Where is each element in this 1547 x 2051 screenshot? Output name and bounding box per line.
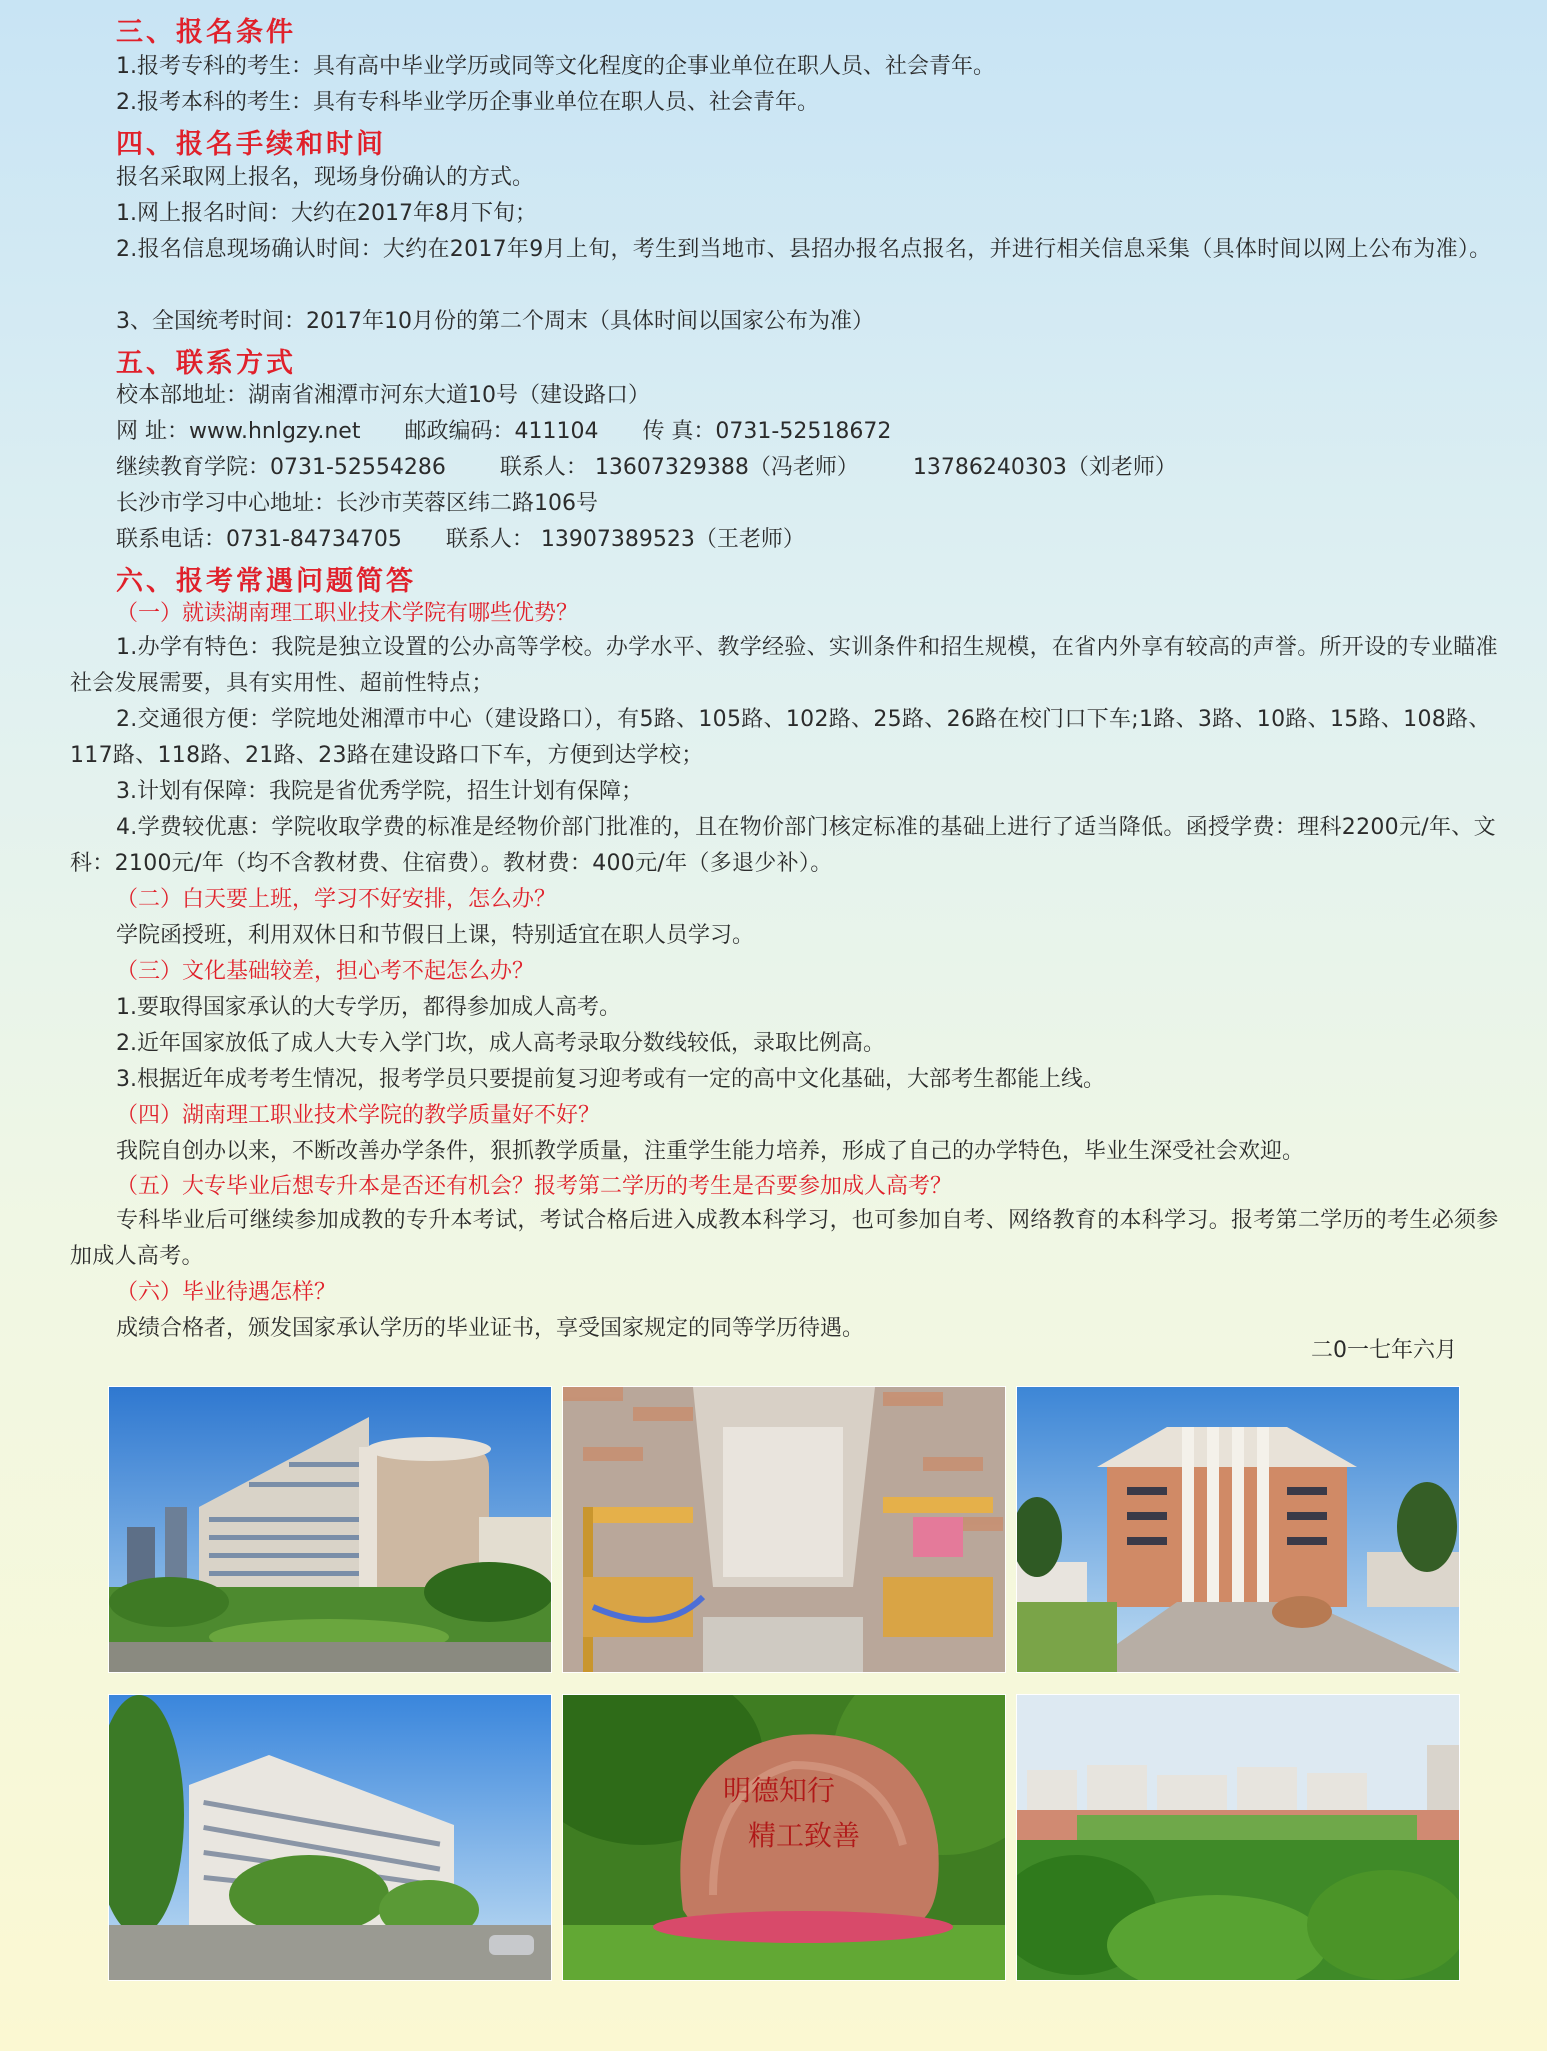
section-3-item-1: 1.报考专科的考生：具有高中毕业学历或同等文化程度的企事业单位在职人员、社会青年。: [116, 54, 995, 79]
question-5: （五）大专毕业后想专升本是否还有机会？报考第二学历的考生是否要参加成人高考？: [116, 1174, 953, 1199]
stone-motto-line-2: 精工致善: [748, 1819, 861, 1852]
stone-motto-line-1: 明德知行: [723, 1774, 836, 1807]
section-4-item-3: 3、全国统考时间：2017年10月份的第二个周末（具体时间以国家公布为准）: [116, 309, 874, 334]
section-5-title: 五、联系方式: [116, 348, 296, 379]
answer-3-1: 1.要取得国家承认的大专学历，都得参加成人高考。: [116, 995, 621, 1020]
answer-3-3: 3.根据近年成考考生情况，报考学员只要提前复习迎考或有一定的高中文化基础，大部考生都能上线。: [116, 1067, 1105, 1092]
answer-6: 成绩合格者，颁发国家承认学历的毕业证书，享受国家规定的同等学历待遇。: [116, 1316, 865, 1341]
changsha-address: 长沙市学习中心地址：长沙市芙蓉区纬二路106号: [116, 491, 598, 516]
answer-5: 专科毕业后可继续参加成教的专升本考试，考试合格后进入成教本科学习，也可参加自考、网络教育的本科学习。报考第二学历的考生必须参加成人高考。: [70, 1208, 1499, 1269]
photo-dormitory: [562, 1386, 1006, 1673]
answer-1-3: 3.计划有保障：我院是省优秀学院，招生计划有保障；: [116, 779, 643, 804]
contact-row-ce: [116, 454, 1177, 482]
contact-row-cs: [116, 526, 805, 554]
answer-1-1: 1.办学有特色：我院是独立设置的公办高等学校。办学水平、教学经验、实训条件和招生规模，在省内外享有较高的声誉。所开设的专业瞄准社会发展需要，具有实用性、超前性特点；: [70, 635, 1498, 696]
question-3: （三）文化基础较差，担心考不起怎么办？: [116, 959, 535, 984]
cs-phone-text: 联系电话：0731-84734705: [116, 527, 402, 552]
ce-contact-1-text: 联系人： 13607329388（冯老师）: [499, 455, 859, 480]
ce-phone-text: 继续教育学院：0731-52554286: [116, 455, 446, 480]
section-4-item-2: 2.报名信息现场确认时间：大约在2017年9月上旬，考生到当地市、县招办报名点报名，并进行相关信息采集（具体时间以网上公布为准）。: [116, 237, 1492, 262]
contact-row-web: [116, 418, 891, 446]
question-1: （一）就读湖南理工职业技术学院有哪些优势？: [116, 601, 579, 626]
question-2: （二）白天要上班，学习不好安排，怎么办？: [116, 887, 557, 912]
ce-contact-2-text: 13786240303（刘老师）: [912, 455, 1177, 480]
fax-text: 传 真：0731-52518672: [642, 419, 892, 444]
section-4-title: 四、报名手续和时间: [116, 129, 386, 160]
question-6: （六）毕业待遇怎样？: [116, 1280, 337, 1305]
answer-4: 我院自创办以来，不断改善办学条件，狠抓教学质量，注重学生能力培养，形成了自己的办学特色，毕业生深受社会欢迎。: [116, 1139, 1305, 1164]
section-4-item-1: 1.网上报名时间：大约在2017年8月下旬；: [116, 201, 537, 226]
website-text: 网 址：www.hnlgzy.net: [116, 419, 361, 444]
photo-library: [1016, 1386, 1460, 1673]
section-6-title: 六、报考常遇问题简答: [116, 566, 416, 597]
answer-1-4: 4.学费较优惠：学院收取学费的标准是经物价部门批准的，且在物价部门核定标准的基础上进行了适当降低。函授学费：理科2200元/年、文科：2100元/年（均不含教材费、住宿费）。教材费：400元/年（多退少补）。: [70, 815, 1496, 876]
photo-teaching-building: [108, 1386, 552, 1673]
school-address: 校本部地址：湖南省湘潭市河东大道10号（建设路口）: [116, 383, 650, 408]
photo-sports-field: [1016, 1694, 1460, 1981]
answer-3-2: 2.近年国家放低了成人大专入学门坎，成人高考录取分数线较低，录取比例高。: [116, 1031, 885, 1056]
postcode-text: 邮政编码：411104: [404, 419, 599, 444]
answer-1-2: 2.交通很方便：学院地处湘潭市中心（建设路口），有5路、105路、102路、25路、26路在校门口下车;1路、3路、10路、15路、108路、117路、118路、21路、23路在建设路口下车，方便到达学校；: [70, 707, 1491, 768]
cs-contact-text: 联系人： 13907389523（王老师）: [445, 527, 805, 552]
question-4: （四）湖南理工职业技术学院的教学质量好不好？: [116, 1103, 601, 1128]
section-4-intro: 报名采取网上报名，现场身份确认的方式。: [116, 165, 535, 190]
section-3-title: 三、报名条件: [116, 17, 296, 48]
document-date: 二0一七年六月: [1311, 1338, 1457, 1363]
photo-dorm-building: [108, 1694, 552, 1981]
photo-stone-motto: [562, 1694, 1006, 1981]
answer-2: 学院函授班，利用双休日和节假日上课，特别适宜在职人员学习。: [116, 923, 755, 948]
section-3-item-2: 2.报考本科的考生：具有专科毕业学历企事业单位在职人员、社会青年。: [116, 90, 819, 115]
